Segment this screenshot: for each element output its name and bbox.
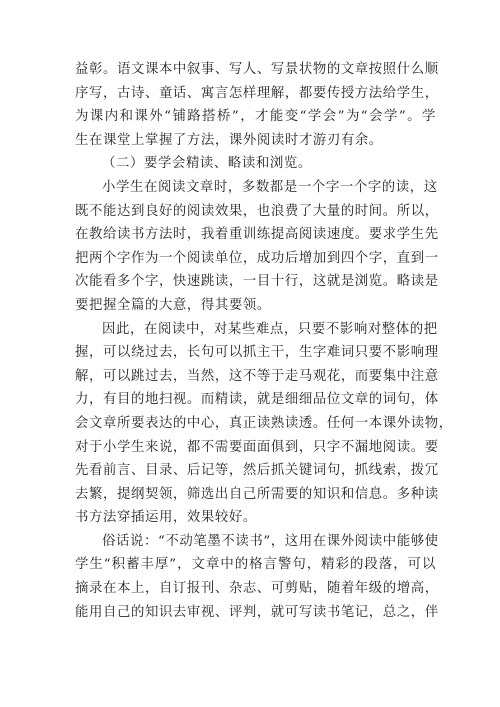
section-heading: （二）要学会精读、略读和浏览。 — [102, 156, 312, 172]
text-line: 要把握全篇的大意，得其要领。 — [75, 297, 271, 313]
text-line: 对于小学生来说，都不需要面面俱到，只字不漏地阅读。要 — [75, 439, 439, 455]
text-line: 会文章所要表达的中心，真正读熟读透。任何一本课外读物， — [75, 415, 453, 431]
text-line: 力，有目的地扫视。而精读，就是细细品位文章的词句，体 — [75, 392, 439, 408]
text-line: 既不能达到良好的阅读效果，也浪费了大量的时间。所以， — [75, 203, 439, 219]
text-line: 序写，古诗、童话、寓言怎样理解，都要传授方法给学生， — [75, 85, 439, 101]
text-line: 把两个字作为一个阅读单位，成功后增加到四个字，直到一 — [75, 250, 439, 266]
text-line: 摘录在本上，自订报刊、杂志、可剪贴，随着年级的增高， — [75, 581, 439, 597]
text-line: 次能看多个字，快速跳读，一目十行，这就是浏览。略读是 — [75, 274, 439, 290]
document-body — [75, 58, 453, 624]
text-line: 俗话说：“不动笔墨不读书”，这用在课外阅读中能够使 — [102, 533, 439, 549]
text-line: 小学生在阅读文章时，多数都是一个字一个字的读，这 — [102, 179, 438, 195]
text-line: 握，可以绕过去，长句可以抓主干，生字难词只要不影响理 — [75, 345, 439, 361]
text-line: 为课内和课外“铺路搭桥”，才能变“学会”为“会学”。学 — [75, 109, 436, 125]
text-line: 学生“积蓄丰厚”，文章中的格言警句，精彩的段落，可以 — [75, 557, 436, 573]
text-line: 去繁，提纲契领，筛选出自己所需要的知识和信息。多种读 — [75, 486, 439, 502]
text-line: 在教给读书方法时，我着重训练提高阅读速度。要求学生先 — [75, 227, 439, 243]
text-line: 益彰。语文课本中叙事、写人、写景状物的文章按照什么顺 — [75, 62, 439, 77]
text-line: 书方法穿插运用，效果较好。 — [75, 510, 257, 526]
text-line: 因此，在阅读中，对某些难点，只要不影响对整体的把 — [102, 321, 438, 337]
text-line: 能用自己的知识去审视、评判，就可写读书笔记，总之，伴 — [75, 604, 439, 620]
text-line: 生在课堂上掌握了方法，课外阅读时才游刃有余。 — [75, 132, 383, 148]
text-line: 解，可以跳过去，当然，这不等于走马观花，而要集中注意 — [75, 368, 439, 384]
text-line: 先看前言、目录、后记等，然后抓关键词句，抓线索，拨冗 — [75, 463, 439, 479]
